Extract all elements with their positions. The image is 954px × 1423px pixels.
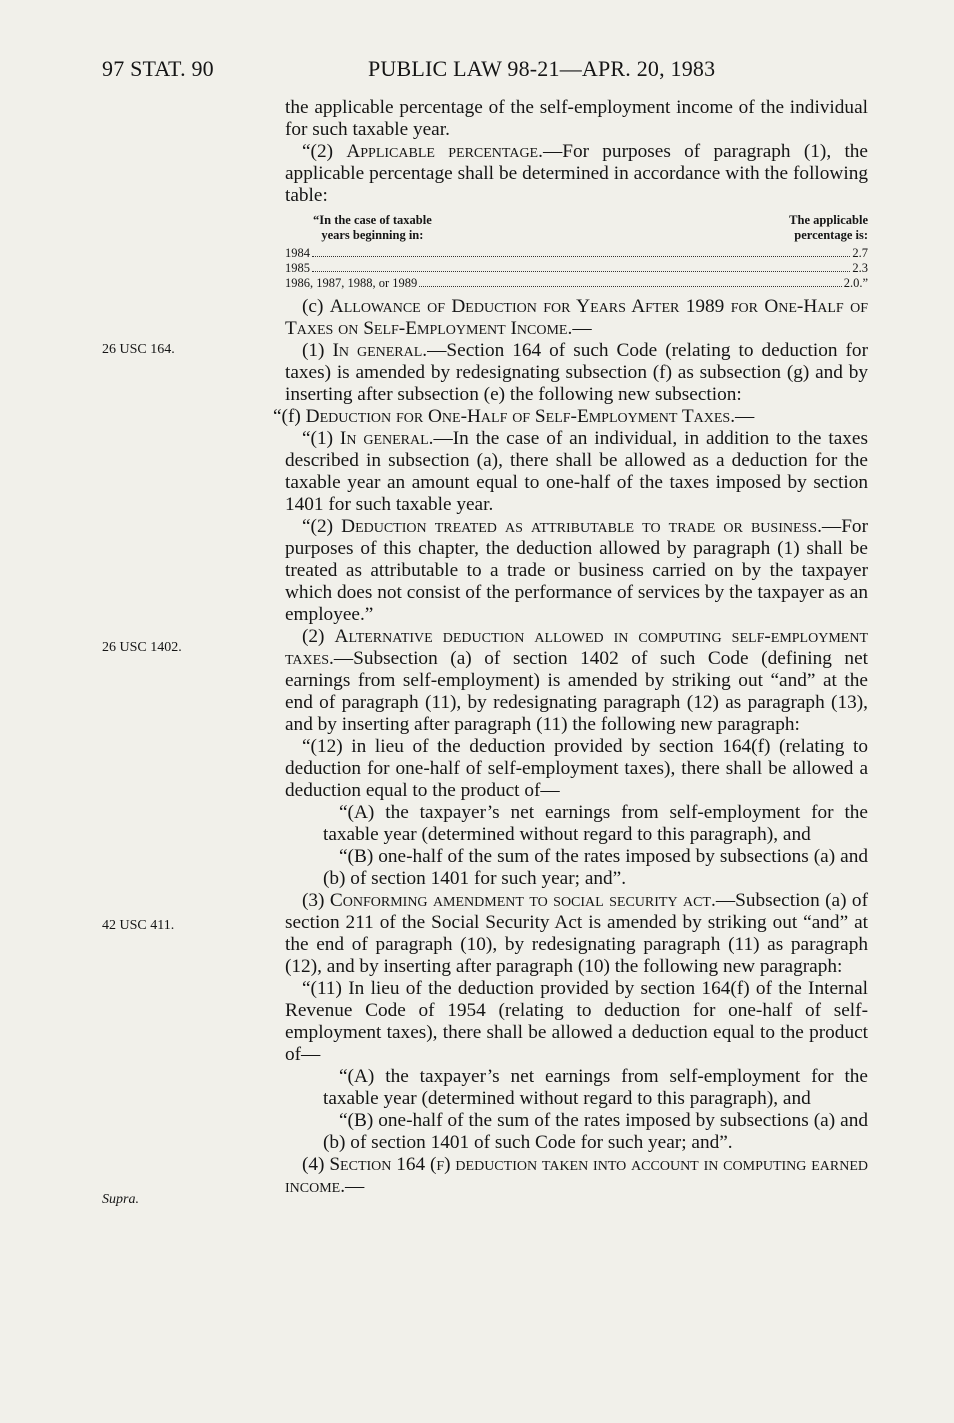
para-heading: Applicable percentage. [346,141,543,162]
col-header-line: “In the case of taxable [313,213,432,227]
table-cell-percentage: 2.7 [852,246,868,260]
subsection-dash: — [735,406,755,427]
leader-dots [312,256,850,257]
leader-dots [419,286,841,287]
para-number: “(1) [302,428,340,449]
statute-body [273,97,868,1198]
table-row [285,261,868,276]
table-cell-year: 1984 [285,246,310,260]
para-text: —Section 164 of such Code (relating to deduction for taxes) is amended by redesignating subsection (f) as subsection (g) and by inserting after subsection (e) the following new subsection: [285,340,868,405]
para-text: —Subsection (a) of section 1402 of such Code (defining net earnings from self-employment) is amended by striking out “and” at the end of paragraph (11), by redesignating paragraph (12) as paragraph (13), and by inserting after paragraph (11) the following new paragraph: [285,648,868,735]
para-dash: — [345,1176,365,1197]
section-heading-year: 1989 [679,296,731,317]
para-heading: Conforming amendment to social security act. [329,890,716,911]
table-col-percentage [789,213,868,243]
col-header-line: The applicable [789,213,868,227]
col-header-line: percentage is: [794,228,868,242]
paragraph-12-a: “(A) the taxpayer’s net earnings from self-employment for the taxable year (determined without regard to this paragraph), and [323,802,868,845]
para-text: —Subsection (a) of section 211 of the Social Security Act is amended by striking out “and” at the end of paragraph (10), by redesignating paragraph (11) as paragraph (12), and by inserting after paragraph (10) the following new paragraph: [285,890,868,977]
paragraph-c1 [285,340,868,406]
paragraph-c2 [285,626,868,736]
table-header [285,213,868,243]
paragraph-11-a: “(A) the taxpayer’s net earnings from self-employment for the taxable year (determined without regard to this paragraph), and [323,1066,868,1109]
percentage-table [285,213,868,291]
para-heading: Deduction treated as attributable to trade or business. [341,516,822,537]
para-heading: In general. [332,340,428,361]
section-number: (c) [302,296,330,317]
table-cell-percentage: 2.3 [852,261,868,275]
table-cell-year: 1986, 1987, 1988, or 1989 [285,276,418,290]
margin-note-26usc1402: 26 USC 1402. [102,640,182,655]
table-col-years [313,213,432,243]
margin-note-supra: Supra. [102,1192,139,1207]
para-text: —In the case of an individual, in addition to the taxes described in subsection (a), there shall be allowed as a deduction for the taxable year an amount equal to one-half of the taxes imposed by section 1401 for such taxable year. [285,428,868,515]
leader-dots [312,271,850,272]
table-cell-percentage: 2.0.” [843,276,868,290]
para-number: (4) [302,1154,330,1175]
margin-note-26usc164: 26 USC 164. [102,342,175,357]
paragraph-11: “(11) In lieu of the deduction provided by section 164(f) of the Internal Revenue Code of 1954 (relating to deduction for one-half of self-employment taxes), there shall be allowed a deduction equal to the product of— [285,978,868,1065]
running-header: PUBLIC LAW 98-21—APR. 20, 1983 [368,56,716,81]
table-row [285,276,868,291]
paragraph-applicable-percentage [285,141,868,207]
para-text: —For purposes of paragraph (1), the applicable percentage shall be determined in accordance with the following table: [285,141,868,206]
para-number: (1) [302,340,333,361]
page-citation: 97 STAT. 90 [102,56,214,81]
paragraph-f1 [285,428,868,516]
para-number: (2) [302,626,335,647]
paragraph-c3 [285,890,868,978]
col-header-line: years beginning in: [321,228,424,242]
paragraph-continuation: the applicable percentage of the self-employment income of the individual for such taxable year. [285,97,868,140]
section-heading: for One-Half of Taxes on Self-Employment Income. [285,296,868,339]
para-heading: In general. [339,428,434,449]
paragraph-12-b: “(B) one-half of the sum of the rates imposed by subsections (a) and (b) of section 1401 for such year; and”. [323,846,868,889]
table-row [285,246,868,261]
paragraph-f2 [285,516,868,626]
paragraph-12: “(12) in lieu of the deduction provided by section 164(f) (relating to deduction for one-half of self-employment taxes), there shall be allowed a deduction equal to the product of— [285,736,868,801]
para-text: —For purposes of this chapter, the deduction allowed by paragraph (1) shall be treated as attributable to a trade or business carried on by the taxpayer which does not consist of the performance of services by the taxpayer as an employee.” [285,516,868,625]
section-c-heading [285,296,868,340]
para-heading: Section 164 (f) deduction taken into account in computing earned income. [285,1154,868,1197]
subsection-f-heading [273,406,868,428]
paragraph-c4 [285,1154,868,1198]
para-number: (3) [302,890,330,911]
section-dash: — [572,318,592,339]
subsection-heading: Deduction for One-Half of Self-Employment Taxes. [305,406,736,427]
paragraph-11-b: “(B) one-half of the sum of the rates imposed by subsections (a) and (b) of section 1401 of such Code for such year; and”. [323,1110,868,1153]
margin-note-42usc411: 42 USC 411. [102,918,175,933]
subsection-number: “(f) [273,406,306,427]
section-heading: Allowance of Deduction for Years After [329,296,680,317]
para-number: “(2) [302,141,347,162]
para-heading: Alternative deduction allowed in computing self-employment taxes. [285,626,868,669]
table-cell-year: 1985 [285,261,310,275]
para-number: “(2) [302,516,342,537]
